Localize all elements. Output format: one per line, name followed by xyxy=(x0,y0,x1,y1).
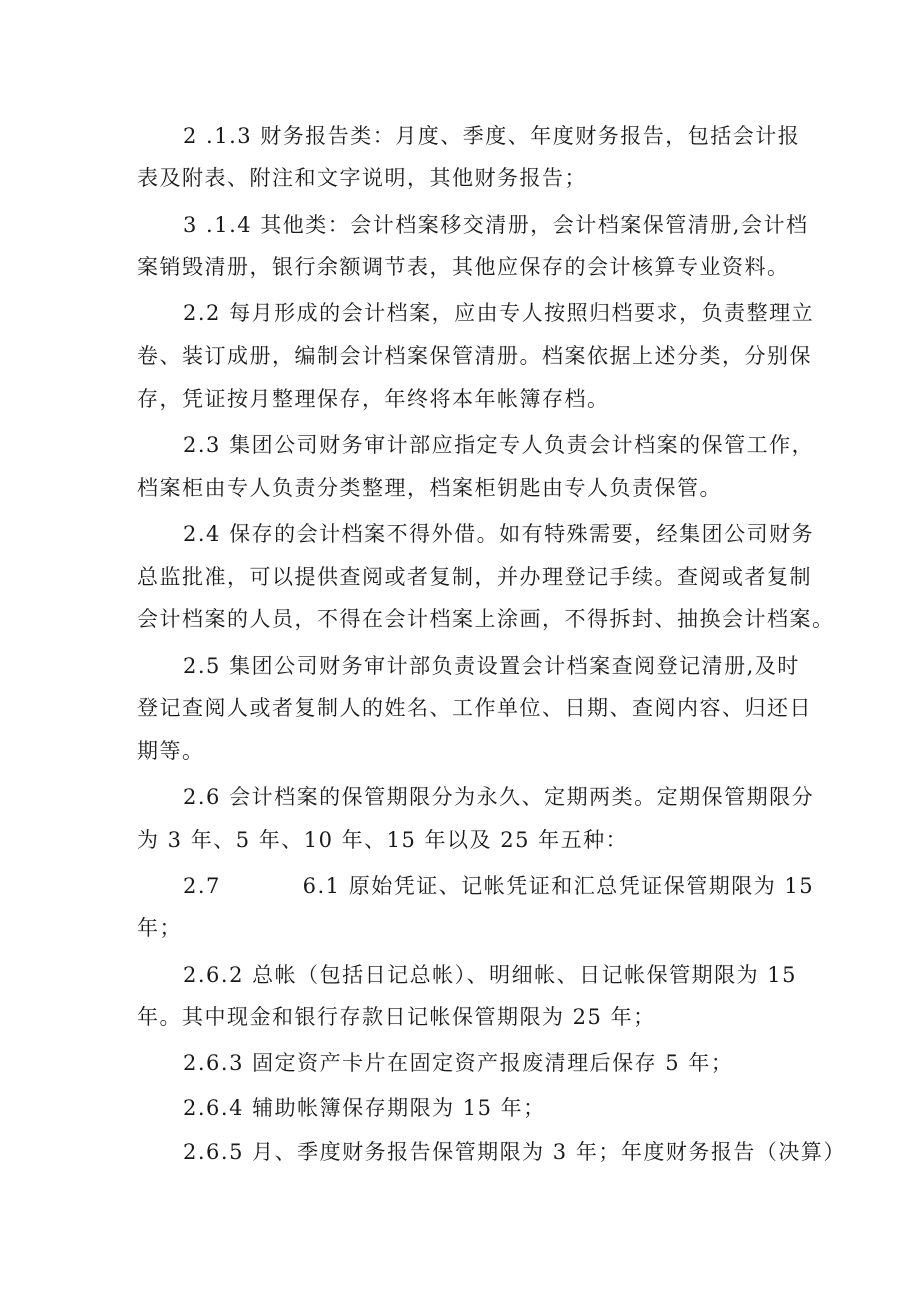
text-line: 2 .1.3 财务报告类：月度、季度、年度财务报告，包括会计报 xyxy=(183,124,801,148)
text-line: 总监批准，可以提供查阅或者复制，并办理登记手续。查阅或者复制 xyxy=(137,565,812,589)
text-line: 2.5 集团公司财务审计部负责设置会计档案查阅登记清册,及时 xyxy=(183,654,800,678)
text-line: 为 3 年、5 年、10 年、15 年以及 25 年五种： xyxy=(137,828,629,852)
text-line: 2.7 6.1 原始凭证、记帐凭证和汇总凭证保管期限为 15 xyxy=(183,874,815,898)
text-line: 存，凭证按月整理保存，年终将本年帐簿存档。 xyxy=(137,387,610,411)
text-line: 2.6.4 辅助帐簿保存期限为 15 年； xyxy=(183,1096,546,1120)
text-line: 案销毁清册，银行余额调节表，其他应保存的会计核算专业资料。 xyxy=(137,255,790,279)
text-line: 卷、装订成册，编制会计档案保管清册。档案依据上述分类，分别保 xyxy=(137,344,812,368)
text-line: 2.6.2 总帐（包括日记总帐）、明细帐、日记帐保管期限为 15 xyxy=(183,963,798,987)
text-line: 2.2 每月形成的会计档案，应由专人按照归档要求，负责整理立 xyxy=(183,301,815,325)
text-line: 2.6 会计档案的保管期限分为永久、定期两类。定期保管期限分 xyxy=(183,785,815,809)
text-line: 档案柜由专人负责分类整理，档案柜钥匙由专人负责保管。 xyxy=(137,476,722,500)
text-line: 2.3 集团公司财务审计部应指定专人负责会计档案的保管工作， xyxy=(183,433,815,457)
text-line: 2.4 保存的会计档案不得外借。如有特殊需要，经集团公司财务 xyxy=(183,522,815,546)
text-line: 年。其中现金和银行存款日记帐保管期限为 25 年； xyxy=(137,1005,656,1029)
text-line: 2.6.5 月、季度财务报告保管期限为 3 年；年度财务报告（决算） xyxy=(183,1140,846,1164)
text-line: 2.6.3 固定资产卡片在固定资产报废清理后保存 5 年； xyxy=(183,1051,734,1075)
text-line: 登记查阅人或者复制人的姓名、工作单位、日期、查阅内容、归还日 xyxy=(137,696,812,720)
text-line: 3 .1.4 其他类：会计档案移交清册，会计档案保管清册,会计档 xyxy=(183,213,809,237)
text-line: 会计档案的人员，不得在会计档案上涂画，不得拆封、抽换会计档案。 xyxy=(137,607,835,631)
text-line: 期等。 xyxy=(137,739,205,763)
text-line: 年； xyxy=(137,916,182,940)
text-line: 表及附表、附注和文字说明，其他财务报告； xyxy=(137,166,587,190)
